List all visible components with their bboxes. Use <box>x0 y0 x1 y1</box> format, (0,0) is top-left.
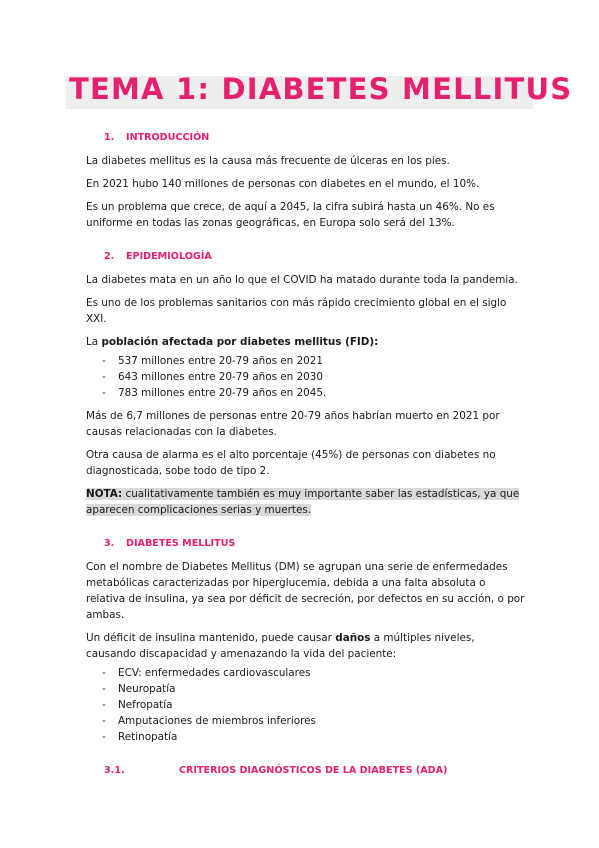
document-body <box>86 130 526 779</box>
list-item: - 643 millones entre 20-79 años en 2030 <box>86 369 526 385</box>
list-item: - 537 millones entre 20-79 años en 2021 <box>86 353 526 369</box>
list-item: - Neuropatía <box>86 681 526 697</box>
section-title: EPIDEMIOLOGÍA <box>126 251 212 262</box>
note-paragraph <box>86 486 526 518</box>
bold-text: daños <box>335 632 371 644</box>
paragraph: Es un problema que crece, de aquí a 2045, la cifra subirá hasta un 46%. No es uniforme en todas las zonas geográficas, en Europa solo será del 13%. <box>86 201 495 229</box>
paragraph <box>86 334 526 350</box>
text: a múltiples niveles, causando discapacidad y amenazando la vida del paciente: <box>86 632 475 660</box>
paragraph: Más de 6,7 millones de personas entre 20-79 años habrían muerto en 2021 por causas relacionadas con la diabetes. <box>86 410 500 438</box>
section-title: INTRODUCCIÓN <box>126 132 210 143</box>
paragraph: En 2021 hubo 140 millones de personas con diabetes en el mundo, el 10%. <box>86 178 480 190</box>
damage-list <box>86 665 526 745</box>
population-list <box>86 353 526 401</box>
list-item: - 783 millones entre 20-79 años en 2045. <box>86 385 526 401</box>
section-heading-diabetes-mellitus <box>86 536 526 552</box>
section-title: DIABETES MELLITUS <box>126 538 236 549</box>
paragraph <box>86 630 526 662</box>
list-item: - Amputaciones de miembros inferiores <box>86 713 526 729</box>
note-label: NOTA: <box>86 488 123 500</box>
list-item: - ECV: enfermedades cardiovasculares <box>86 665 526 681</box>
subsection-title: CRITERIOS DIAGNÓSTICOS DE LA DIABETES (ADA) <box>179 765 448 776</box>
subsection-heading-criterios <box>86 763 526 779</box>
note-text: cualitativamente también es muy importante saber las estadísticas, ya que aparecen complicaciones serias y muertes. <box>86 488 520 516</box>
section-number: 1. <box>104 132 115 143</box>
section-number: 2. <box>104 251 115 262</box>
section-number: 3. <box>104 538 115 549</box>
paragraph: Es uno de los problemas sanitarios con más rápido crecimiento global en el siglo XXI. <box>86 297 507 325</box>
paragraph: Otra causa de alarma es el alto porcentaje (45%) de personas con diabetes no diagnosticada, sobe todo de tipo 2. <box>86 449 496 477</box>
paragraph: La diabetes mellitus es la causa más frecuente de úlceras en los pies. <box>86 155 450 167</box>
paragraph: La diabetes mata en un año lo que el COVID ha matado durante toda la pandemia. <box>86 274 518 286</box>
document-title: TEMA 1: DIABETES MELLITUS <box>69 72 573 106</box>
text: Un déficit de insulina mantenido, puede causar <box>86 632 336 644</box>
bold-text: población afectada por diabetes mellitus (FID): <box>101 336 379 348</box>
paragraph: Con el nombre de Diabetes Mellitus (DM) se agrupan una serie de enfermedades metabólicas caracterizadas por hiperglucemia, debida a una falta absoluta o relativa de insulina, ya sea por déficit de secreción, por defectos en su acción, o por ambas. <box>86 561 525 621</box>
text: La <box>86 336 102 348</box>
section-heading-introduccion <box>86 130 526 146</box>
list-item: - Nefropatía <box>86 697 526 713</box>
section-heading-epidemiologia <box>86 249 526 265</box>
list-item: - Retinopatía <box>86 729 526 745</box>
subsection-number: 3.1. <box>104 765 125 776</box>
